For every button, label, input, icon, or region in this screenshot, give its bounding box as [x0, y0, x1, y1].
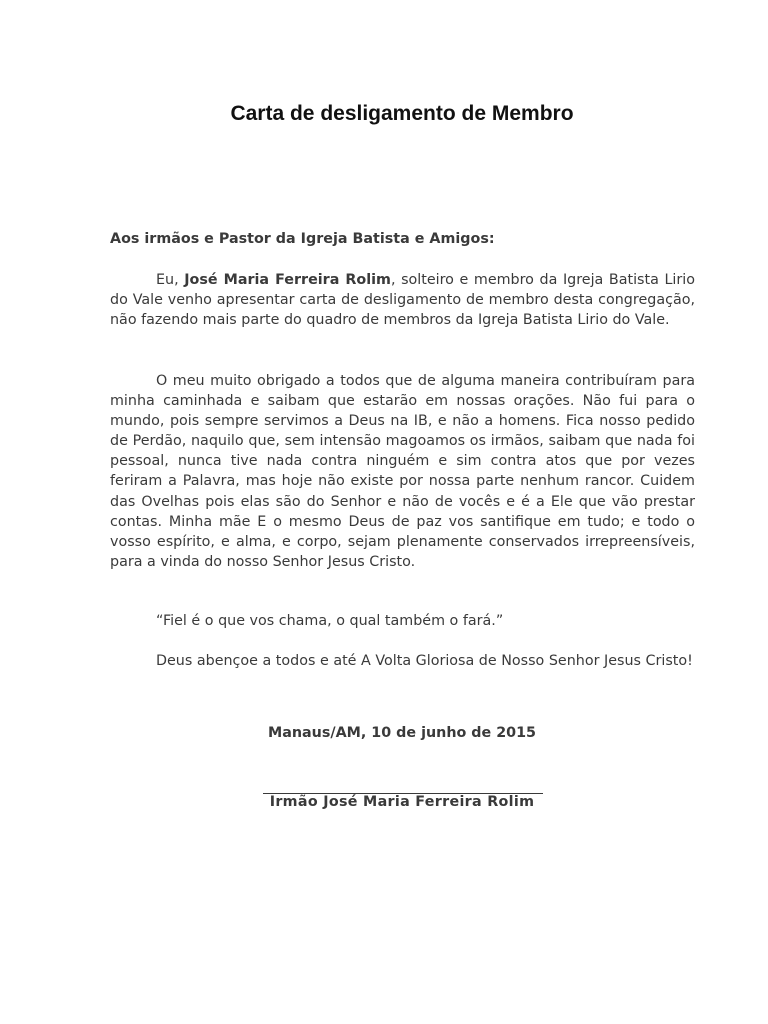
document-title: Carta de desligamento de Membro	[230, 102, 574, 125]
paragraph-1	[110, 270, 695, 330]
paragraph-1-lead: Eu,	[156, 272, 185, 288]
paragraph-3: “Fiel é o que vos chama, o qual também o fará.”	[156, 613, 504, 629]
paragraph-1-rest: , solteiro e membro da Igreja Batista Lirio do Vale venho apresentar carta de desligamento de membro desta congregação, não fazendo mais parte do quadro de membros da Igreja Batista Lirio do Vale.	[110, 272, 695, 329]
place-date: Manaus/AM, 10 de junho de 2015	[267, 725, 537, 741]
member-name: José Maria Ferreira Rolim	[184, 272, 391, 288]
paragraph-4: Deus abençoe a todos e até A Volta Gloriosa de Nosso Senhor Jesus Cristo!	[156, 653, 693, 669]
signature-name: Irmão José Maria Ferreira Rolim	[269, 794, 535, 810]
greeting: Aos irmãos e Pastor da Igreja Batista e Amigos:	[110, 231, 495, 247]
paragraph-2: O meu muito obrigado a todos que de alguma maneira contribuíram para minha caminhada e saibam que estarão em nossas orações. Não fui para o mundo, pois sempre servimos a Deus na IB, e não a homens. Fica nosso pedido de Perdão, naquilo que, sem intensão magoamos os irmãos, saibam que nada foi pessoal, nunca tive nada contra ninguém e sim contra atos que por vezes feriram a Palavra, mas hoje não existe por nossa parte nenhum rancor. Cuidem das Ovelhas pois elas são do Senhor e não de vocês e é a Ele que vão prestar contas. Minha mãe E o mesmo Deus de paz vos santifique em tudo; e todo o vosso espírito, e alma, e corpo, sejam plenamente conservados irrepreensíveis, para a vinda do nosso Senhor Jesus Cristo.	[110, 373, 695, 570]
